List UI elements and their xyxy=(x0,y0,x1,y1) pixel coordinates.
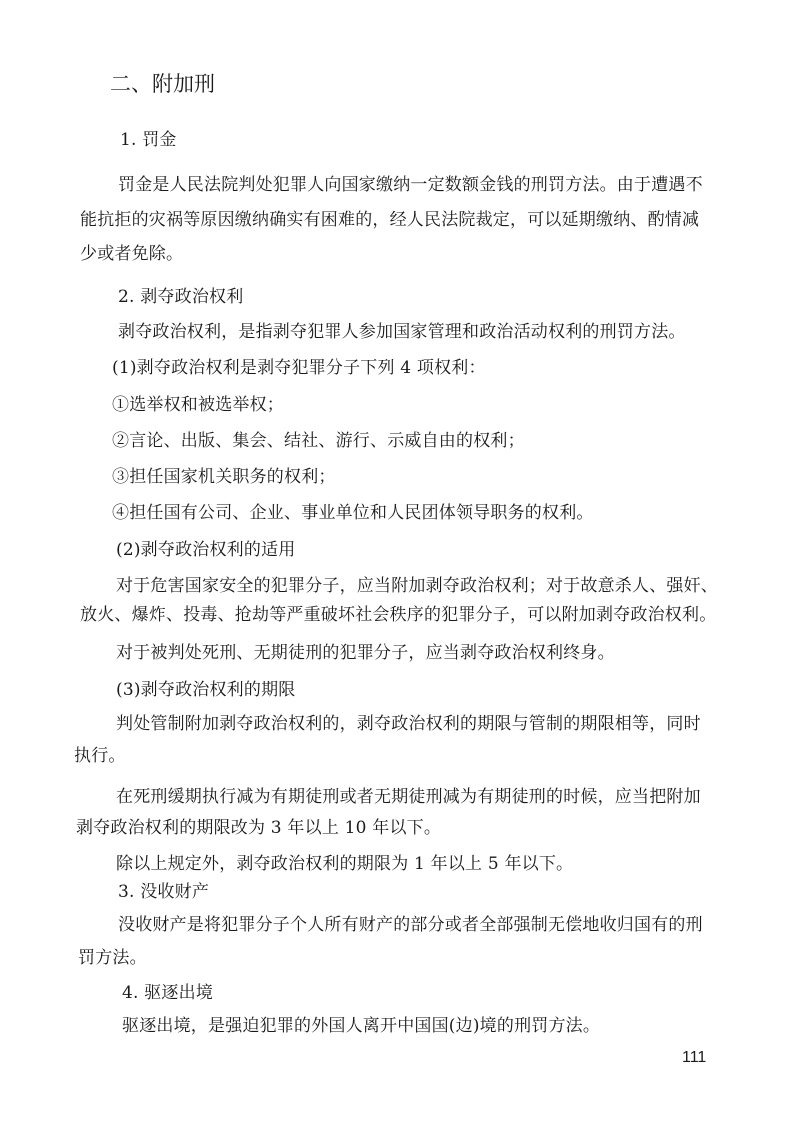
subheading-application: (2)剥夺政治权利的适用 xyxy=(116,540,296,560)
subheading-confiscation: 3. 没收财产 xyxy=(118,882,210,902)
paragraph-line: 能抗拒的灾祸等原因缴纳确实有困难的，经人民法院裁定，可以延期缴纳、酌情减 xyxy=(80,210,700,230)
list-item: ①选举权和被选举权； xyxy=(112,395,284,415)
paragraph-line: (1)剥夺政治权利是剥夺犯罪分子下列 4 项权利： xyxy=(112,358,486,378)
paragraph-line: 放火、爆炸、投毒、抢劫等严重破坏社会秩序的犯罪分子，可以附加剥夺政治权利。 xyxy=(80,605,717,625)
list-item: ③担任国家机关职务的权利； xyxy=(112,467,336,487)
paragraph-line: 对于被判处死刑、无期徒刑的犯罪分子，应当剥夺政治权利终身。 xyxy=(116,643,615,663)
paragraph-line: 罚方法。 xyxy=(78,948,147,968)
paragraph-line: 对于危害国家安全的犯罪分子，应当附加剥夺政治权利；对于故意杀人、强奸、 xyxy=(116,576,718,596)
paragraph-line: 没收财产是将犯罪分子个人所有财产的部分或者全部强制无偿地收归国有的刑 xyxy=(118,915,703,935)
paragraph-line: 少或者免除。 xyxy=(80,244,184,264)
paragraph-line: 剥夺政治权利，是指剥夺犯罪人参加国家管理和政治活动权利的刑罚方法。 xyxy=(118,322,686,342)
subheading-deportation: 4. 驱逐出境 xyxy=(122,983,214,1003)
subheading-fine: 1. 罚金 xyxy=(120,130,177,150)
paragraph-line: 剥夺政治权利的期限改为 3 年以上 10 年以下。 xyxy=(76,818,442,838)
paragraph-line: 驱逐出境，是强迫犯罪的外国人离开中国国(边)境的刑罚方法。 xyxy=(122,1016,601,1036)
paragraph-line: 除以上规定外，剥夺政治权利的期限为 1 年以上 5 年以下。 xyxy=(116,854,574,874)
list-item: ④担任国有公司、企业、事业单位和人民团体领导职务的权利。 xyxy=(112,503,594,523)
subheading-term: (3)剥夺政治权利的期限 xyxy=(116,680,296,700)
list-item: ②言论、出版、集会、结社、游行、示威自由的权利； xyxy=(112,431,525,451)
paragraph-line: 在死刑缓期执行减为有期徒刑或者无期徒刑减为有期徒刑的时候，应当把附加 xyxy=(116,787,701,807)
section-title: 二、附加刑 xyxy=(110,72,215,96)
page-number: 111 xyxy=(682,1049,707,1066)
paragraph-line: 罚金是人民法院判处犯罪人向国家缴纳一定数额金钱的刑罚方法。由于遭遇不 xyxy=(118,175,703,195)
paragraph-line: 执行。 xyxy=(74,746,126,766)
subheading-deprivation: 2. 剥夺政治权利 xyxy=(118,287,244,307)
paragraph-line: 判处管制附加剥夺政治权利的，剥夺政治权利的期限与管制的期限相等，同时 xyxy=(116,714,701,734)
